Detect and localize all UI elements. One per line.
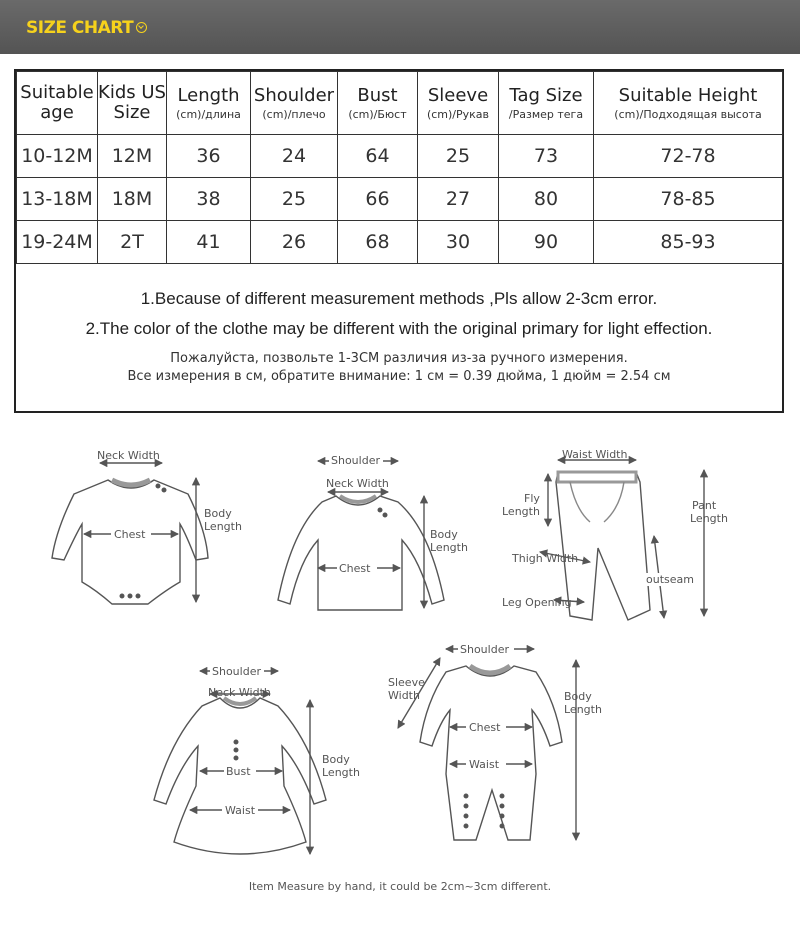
header-cell: Kids US Size	[98, 72, 167, 135]
note-line-4: Все измерения в см, обратите внимание: 1 см = 0.39 дюйма, 1 дюйм = 2.54 см	[127, 369, 671, 384]
header-cell: Shoulder (cm)/плечо	[251, 72, 338, 135]
table-row	[17, 178, 783, 221]
table-cell: 85-93	[594, 221, 783, 264]
note-line-2: 2.The color of the clothe may be different with the original primary for light effection.	[85, 319, 713, 338]
label-neck-width: Neck Width	[208, 686, 271, 699]
label-bust: Bust	[226, 765, 251, 778]
label-neck-width: Neck Width	[326, 477, 389, 490]
table-header-row	[17, 72, 783, 135]
size-table	[16, 71, 783, 264]
size-table-box	[14, 69, 784, 413]
table-cell: 80	[499, 178, 594, 221]
label-pant-length: Length	[690, 512, 728, 525]
header-cell: Suitable Height (cm)/Подходящая высота	[594, 72, 783, 135]
header-title: SIZE CHART	[26, 18, 134, 38]
header-cell: Suitable age	[17, 72, 98, 135]
header-cell: Bust (cm)/Бюст	[338, 72, 418, 135]
header-cell: Sleeve (cm)/Рукав	[418, 72, 499, 135]
table-cell: 26	[251, 221, 338, 264]
header-cell: Tag Size /Размер тега	[499, 72, 594, 135]
table-cell: 73	[499, 135, 594, 178]
chevron-circle-icon	[136, 22, 147, 33]
label-thigh-width: Thigh Width	[512, 552, 579, 565]
table-cell: 30	[418, 221, 499, 264]
table-cell: 18M	[98, 178, 167, 221]
label-shoulder: Shoulder	[460, 643, 509, 656]
label-chest: Chest	[339, 562, 371, 575]
table-cell: 64	[338, 135, 418, 178]
label-waist: Waist	[469, 758, 500, 771]
label-chest: Chest	[469, 721, 501, 734]
label-chest: Chest	[114, 528, 146, 541]
table-cell: 78-85	[594, 178, 783, 221]
table-cell: 19-24M	[17, 221, 98, 264]
label-leg-opening: Leg Opening	[502, 596, 572, 609]
label-length: Length	[564, 703, 602, 716]
table-row	[17, 135, 783, 178]
table-cell: 10-12M	[17, 135, 98, 178]
table-cell: 12M	[98, 135, 167, 178]
label-fly: Fly	[524, 492, 540, 505]
table-cell: 24	[251, 135, 338, 178]
label-fly-length: Length	[502, 505, 540, 518]
table-cell: 68	[338, 221, 418, 264]
note-line-1: 1.Because of different measurement methods ,Pls allow 2-3cm error.	[140, 289, 658, 308]
note-line-3: Пожалуйста, позвольте 1-3CM различия из-за ручного измерения.	[170, 351, 628, 366]
table-cell: 25	[251, 178, 338, 221]
table-cell: 72-78	[594, 135, 783, 178]
table-cell: 90	[499, 221, 594, 264]
label-body: Body	[204, 507, 232, 520]
table-cell: 41	[167, 221, 251, 264]
table-cell: 38	[167, 178, 251, 221]
header-cell: Length (cm)/длина	[167, 72, 251, 135]
label-sleeve: Sleeve	[388, 676, 425, 689]
label-shoulder: Shoulder	[212, 665, 261, 678]
label-waist: Waist	[225, 804, 256, 817]
label-pant: Pant	[692, 499, 717, 512]
size-chart-header	[0, 0, 800, 54]
label-sleeve-width: Width	[388, 689, 420, 702]
table-row	[17, 221, 783, 264]
label-body: Body	[430, 528, 458, 541]
measurement-diagrams	[0, 430, 800, 870]
table-cell: 27	[418, 178, 499, 221]
table-cell: 36	[167, 135, 251, 178]
table-cell: 2T	[98, 221, 167, 264]
label-length: Length	[204, 520, 242, 533]
table-cell: 25	[418, 135, 499, 178]
table-cell: 66	[338, 178, 418, 221]
table-cell: 13-18M	[17, 178, 98, 221]
label-length: Length	[322, 766, 360, 779]
label-waist-width: Waist Width	[562, 448, 628, 461]
label-neck-width: Neck Width	[97, 449, 160, 462]
label-length: Length	[430, 541, 468, 554]
label-body: Body	[564, 690, 592, 703]
label-shoulder: Shoulder	[331, 454, 380, 467]
footer-note: Item Measure by hand, it could be 2cm~3cm different.	[248, 880, 552, 893]
label-body: Body	[322, 753, 350, 766]
label-outseam: outseam	[646, 573, 694, 586]
